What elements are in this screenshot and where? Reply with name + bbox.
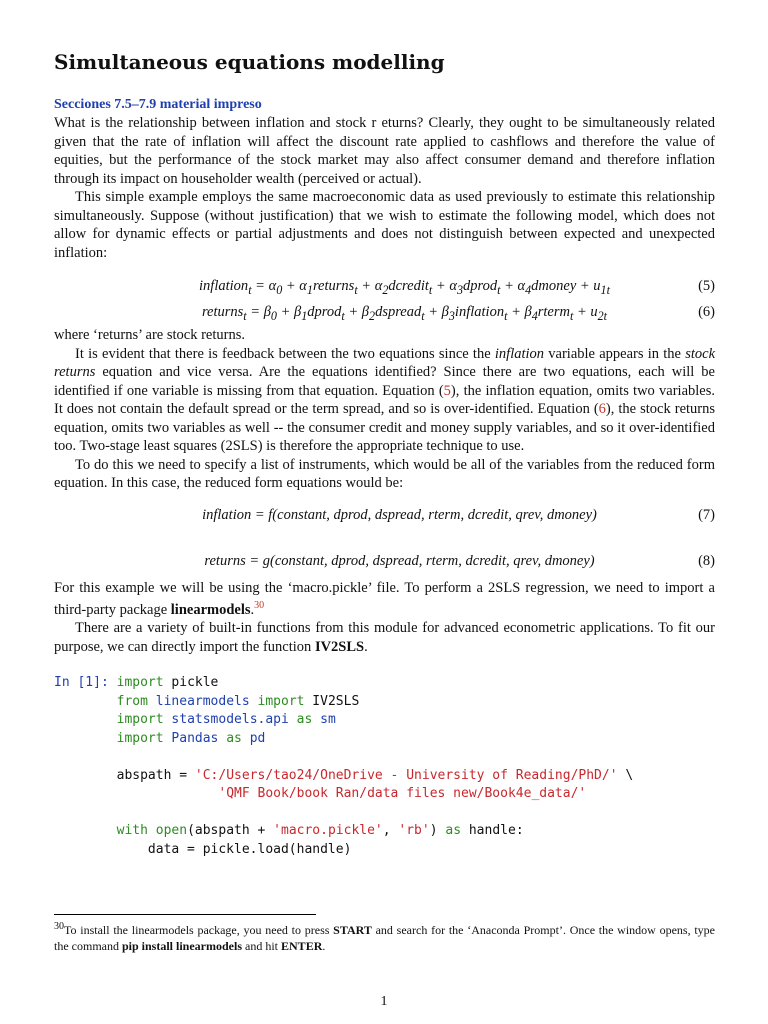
equation-5-link[interactable]: 5 — [443, 382, 451, 399]
footnote-rule — [54, 914, 316, 915]
paragraph-1: What is the relationship between inflation and stock r eturns? Clearly, they ought to be simultaneously related given that the rate of inflation will affect the discount rate applied to cashflows and therefore the value of equities, but the performance of the stock market may also affect consumer demand and therefore inflation through its impact on householder wealth (perceived or actual). — [54, 115, 715, 187]
equation-7: inflation = f(constant, dprod, dspread, rterm, dcredit, qrev, dmoney) (7) — [202, 506, 715, 523]
paragraph-2: This simple example employs the same macroeconomic data as used previously to estimate this relationship simultaneously. Suppose (without justification) that we wish to estimate the following model, which does not allow for dynamic effects or partial adjustments and does not distinguish between expected and unexpected inflation: — [54, 189, 715, 261]
equation-5: inflation$_t$ = $\alpha_0$ + $\alpha_1returns_t$ + $\alpha_2dcredit_t$ + $\alpha_3dprod_t$ + $\alpha_4dmoney + u_{1t}$ (5) — [199, 278, 715, 297]
equation-6: returns$_t$ = $\beta_0$ + $\beta_1dprod_t$ + $\beta_2dspread_t$ + $\beta_3inflation_t$ + $\beta_4rterm_t + u_{2t}$ (6) — [201, 304, 715, 323]
equation-5-number: (5) — [698, 278, 715, 294]
paragraph-6: For this example we will be using the ‘macro.pickle’ file. To perform a 2SLS regression, we need to import a third-party package linearmodels.$^{30}$ — [54, 579, 715, 618]
footnote: $^{30}$To install the linearmodels package, you need to press START and search for the ‘Anaconda Prompt’. Once the window opens, type the command pip install linearmodels and hit ENTER. — [54, 921, 715, 953]
equation-8-number: (8) — [698, 552, 715, 569]
page-title: Simultaneous equations modelling — [54, 50, 445, 74]
section-label: Secciones 7.5–7.9 material impreso — [54, 97, 262, 112]
paragraph-4: It is evident that there is feedback between the two equations since the inflation variable appears in the stock returns equation and vice versa. Are the equations identified? Since there are two equations, each will be identified if one variable is missing from that equation. Equation (5), the inflation equation, omits two variables. It does not contain the default spread or the term spread, and so is over-identified. Equation (6), the stock returns equation, omits two variables as well -- the consumer credit and money supply variables, and so it over-identified too. Two-stage least squares (2SLS) is therefore the appropriate technique to use. — [54, 345, 716, 454]
document-body — [54, 50, 715, 859]
equation-6-link[interactable]: 6 — [598, 401, 606, 417]
page-number: 1 — [380, 994, 388, 1009]
paragraph-5: To do this we need to specify a list of instruments, which would be all of the variables from the reduced form equation. In this case, the reduced form equations would be: — [54, 456, 715, 491]
code-cell: In [1]: import pickle from linearmodels import IV2SLS import statsmodels.api as sm import Pandas as pd abspath = 'C:/Users/tao24/OneDrive - University of Reading/PhD/' \ 'QMF Book/book Ran/data files new/Book4e_data/' with open(abspath + 'macro.pickle', 'rb') as handle: data = pickle.load(handle) — [54, 675, 634, 857]
paragraph-7: There are a variety of built-in functions from this module for advanced econometric applications. To fit our purpose, we can directly import the function IV2SLS. — [54, 620, 715, 655]
equation-8: returns = g(constant, dprod, dspread, rterm, dcredit, qrev, dmoney) (8) — [204, 552, 715, 569]
equation-7-number: (7) — [698, 506, 715, 523]
equation-6-number: (6) — [698, 304, 715, 320]
footnote-link[interactable]: 30 — [254, 600, 265, 611]
paragraph-3: where ‘returns’ are stock returns. — [54, 327, 245, 343]
